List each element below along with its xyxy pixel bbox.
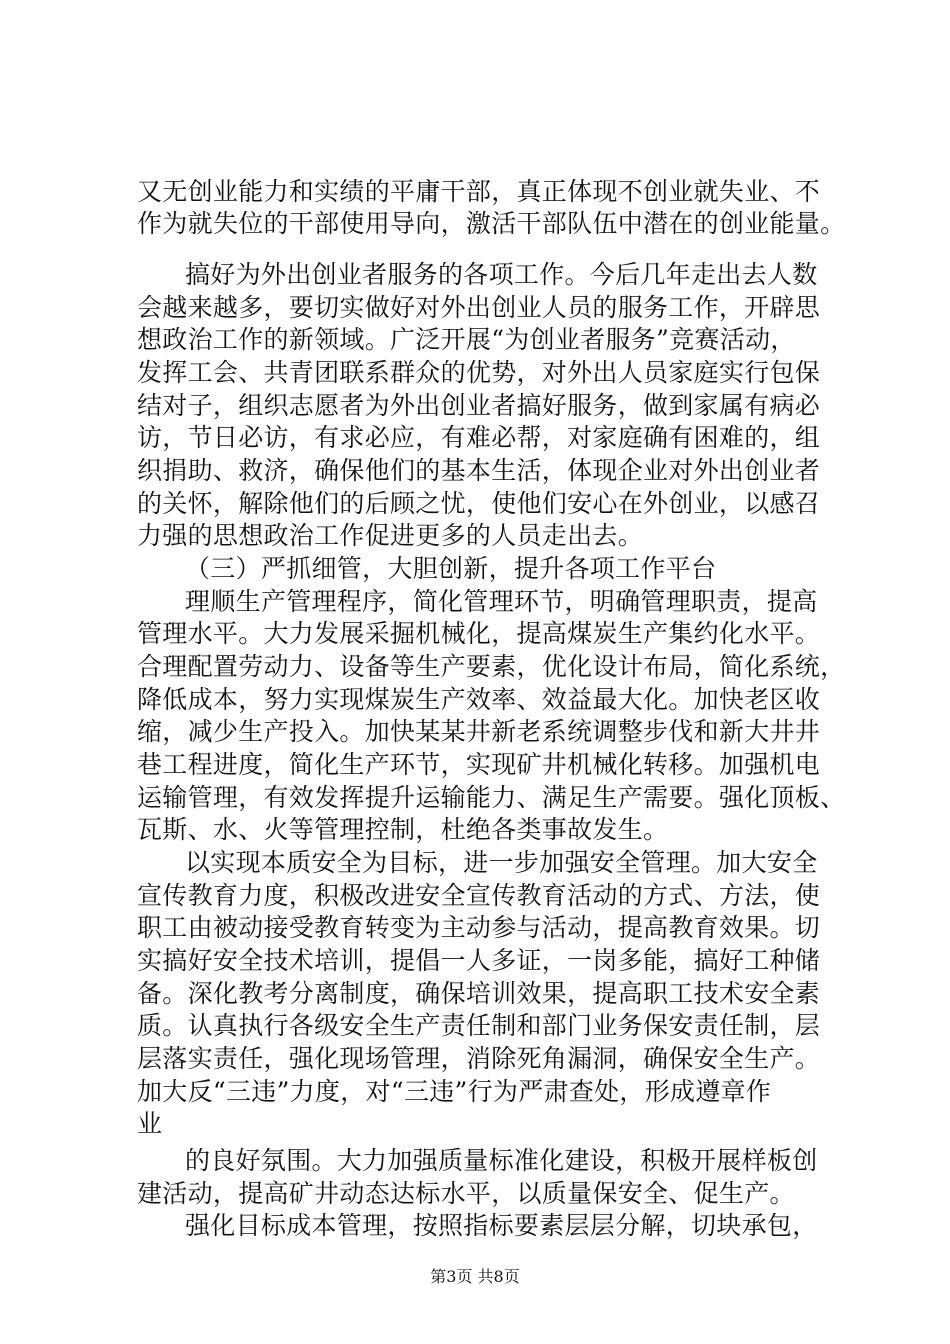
body-text-line: 理顺生产管理程序，简化管理环节，明确管理职责，提高 <box>185 587 818 616</box>
body-text-line: 建活动，提高矿井动态达标水平，以质量保安全、促生产。 <box>137 1179 795 1208</box>
body-text-line: 的良好氛围。大力加强质量标准化建设，积极开展样板创 <box>185 1146 818 1175</box>
body-text-line: 管理水平。大力发展采掘机械化，提高煤炭生产集约化水平。 <box>137 619 821 648</box>
body-text-line: 访，节日必访，有求必应，有难必帮，对家庭确有困难的，组 <box>137 423 821 452</box>
body-text-line: 瓦斯、水、火等管理控制，杜绝各类事故发生。 <box>137 815 669 844</box>
body-text-line: 又无创业能力和实绩的平庸干部，真正体现不创业就失业、不 <box>137 177 821 206</box>
body-text-line: 备。深化教考分离制度，确保培训效果，提高职工技术安全素 <box>137 979 821 1008</box>
body-text-line: 发挥工会、共青团联系群众的优势，对外出人员家庭实行包保 <box>137 358 821 387</box>
body-text-line: 宣传教育力度，积极改进安全宣传教育活动的方式、方法，使 <box>137 881 821 910</box>
body-text-line: 力强的思想政治工作促进更多的人员走出去。 <box>137 521 644 550</box>
body-text-line: 加大反“三违”力度，对“三违”行为严肃查处，形成遵章作 <box>137 1077 772 1106</box>
body-text-line: 的关怀，解除他们的后顾之忧，使他们安心在外创业，以感召 <box>137 489 821 518</box>
body-text-line: 会越来越多，要切实做好对外出创业人员的服务工作，开辟思 <box>137 293 821 322</box>
body-text-line: 织捐助、救济，确保他们的基本生活，体现企业对外出创业者 <box>137 456 821 485</box>
body-text-line: 作为就失位的干部使用导向，激活干部队伍中潜在的创业能量。 <box>137 209 846 238</box>
body-text-line: 想政治工作的新领域。广泛开展“为创业者服务”竞赛活动， <box>137 325 796 354</box>
body-text-line: 合理配置劳动力、设备等生产要素，优化设计布局，简化系统， <box>137 652 846 681</box>
body-text-line: 业 <box>137 1109 163 1138</box>
body-text-line: 巷工程进度，简化生产环节，实现矿井机械化转移。加强机电 <box>137 750 821 779</box>
body-text-line: 降低成本，努力实现煤炭生产效率、效益最大化。加快老区收 <box>137 685 821 714</box>
body-text-line: 缩，减少生产投入。加快某某井新老系统调整步伐和新大井井 <box>137 717 821 746</box>
body-text-line: 以实现本质安全为目标，进一步加强安全管理。加大安全 <box>185 848 818 877</box>
body-text-line: 实搞好安全技术培训，提倡一人多证，一岗多能，搞好工种储 <box>137 946 821 975</box>
body-text-line: 结对子，组织志愿者为外出创业者搞好服务，做到家属有病必 <box>137 391 821 420</box>
section-heading: （三）严抓细管，大胆创新，提升各项工作平台 <box>185 554 717 583</box>
body-text-line: 强化目标成本管理，按照指标要素层层分解，切块承包， <box>185 1211 818 1240</box>
body-text-line: 质。认真执行各级安全生产责任制和部门业务保安责任制，层 <box>137 1011 821 1040</box>
body-text-line: 运输管理，有效发挥提升运输能力、满足生产需要。强化顶板、 <box>137 783 846 812</box>
page-number-footer: 第3页 共8页 <box>430 1267 520 1286</box>
body-text-line: 职工由被动接受教育转变为主动参与活动，提高教育效果。切 <box>137 913 821 942</box>
body-text-line: 层落实责任，强化现场管理，消除死角漏洞，确保安全生产。 <box>137 1044 821 1073</box>
body-text-line: 搞好为外出创业者服务的各项工作。今后几年走出去人数 <box>185 260 818 289</box>
